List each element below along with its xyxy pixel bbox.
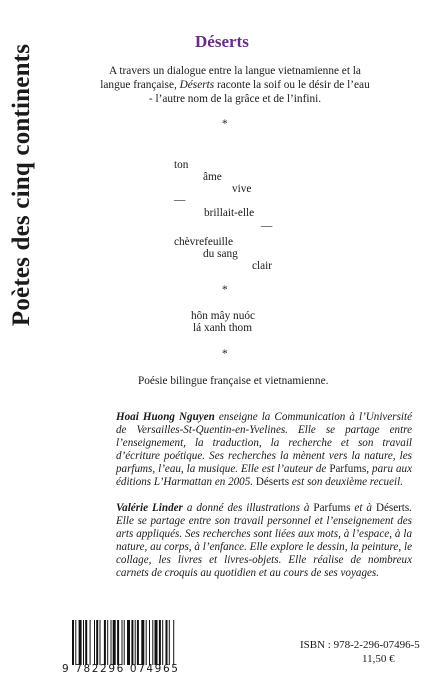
poem-line-clair: clair bbox=[252, 260, 273, 272]
book-title: Déserts bbox=[195, 32, 249, 51]
illustrator-bio bbox=[116, 502, 412, 580]
poem-dash-2: — bbox=[261, 220, 273, 232]
poem-viet-line-2: lá xanh thom bbox=[193, 322, 252, 334]
author-bio-text-1: enseigne la Communication à l’Université de Versailles-St-Quentin-en-Yvelines. Elle se partage entre l’enseignement, la traduction, la recherche et son travail d’écriture poétique. Ses recherches la mènent vers la nature, les parfums, l’eau, la musique. Elle est l’auteur de bbox=[116, 411, 412, 475]
book-ref-parfums: Parfums bbox=[329, 463, 367, 475]
barcode-icon bbox=[72, 620, 202, 665]
illustrator-bio-text-1: a donné des illustrations à bbox=[182, 502, 314, 514]
price: 11,50 € bbox=[362, 653, 395, 665]
illustrator-book-ref-deserts: Déserts bbox=[375, 502, 410, 514]
book-ref-deserts: Déserts bbox=[255, 476, 290, 488]
author-bio-text-2: , paru aux éditions L’Harmattan en 2005. bbox=[116, 463, 412, 488]
author-bio-text-3: est son deuxième recueil. bbox=[289, 476, 403, 488]
illustrator-name: Valérie Linder bbox=[116, 502, 183, 514]
isbn: ISBN : 978-2-296-07496-5 bbox=[300, 639, 420, 651]
poem-line-brillait: brillait-elle bbox=[204, 207, 255, 219]
series-title-text: Poètes des cinq continents bbox=[8, 43, 35, 327]
poem-line-vive: vive bbox=[232, 183, 252, 195]
poem-line-chevrefeuille: chèvrefeuille bbox=[174, 236, 233, 248]
blurb bbox=[100, 64, 370, 106]
barcode-digits: 9 782296 074965 bbox=[62, 663, 180, 675]
illustrator-bio-text-3: . Elle se partage entre son travail personnel et l’enseignement des arts appliqués. Ses recherches sont liées aux mots, à l’espace, à la nature, au corps, à l’enfance. Elle explore le dessin, la peinture, le collage, les livres et livres-objets. Elle réalise de nombreux carnets de croquis au quotidien et au cours de ses voyages. bbox=[116, 502, 412, 579]
poem-viet-line-1: hôn mây nuóc bbox=[191, 310, 256, 322]
blurb-title-italic: Déserts bbox=[179, 79, 215, 91]
poem-line-du-sang: du sang bbox=[203, 248, 238, 260]
poem-dash-1: — bbox=[174, 194, 186, 206]
bilingual-note: Poésie bilingue française et vietnamienne. bbox=[138, 375, 329, 387]
poem-star-2: * bbox=[222, 284, 228, 296]
blurb-part2: raconte la soif ou le désir de l’eau - l’autre nom de la grâce et de l’infini. bbox=[148, 79, 370, 105]
author-name: Hoai Huong Nguyen bbox=[116, 411, 215, 423]
poem-line-ton: ton bbox=[174, 159, 189, 171]
poem-star-3: * bbox=[222, 348, 228, 360]
series-title-vertical bbox=[2, 30, 42, 340]
blurb-part1: A travers un dialogue entre la langue vietnamienne et la langue française, bbox=[100, 65, 361, 91]
poem-line-ame: âme bbox=[203, 171, 222, 183]
illustrator-book-ref-parfums: Parfums bbox=[313, 502, 351, 514]
illustrator-bio-text-2: et à bbox=[350, 502, 376, 514]
poem-star-1: * bbox=[222, 118, 228, 130]
author-bio bbox=[116, 411, 412, 489]
